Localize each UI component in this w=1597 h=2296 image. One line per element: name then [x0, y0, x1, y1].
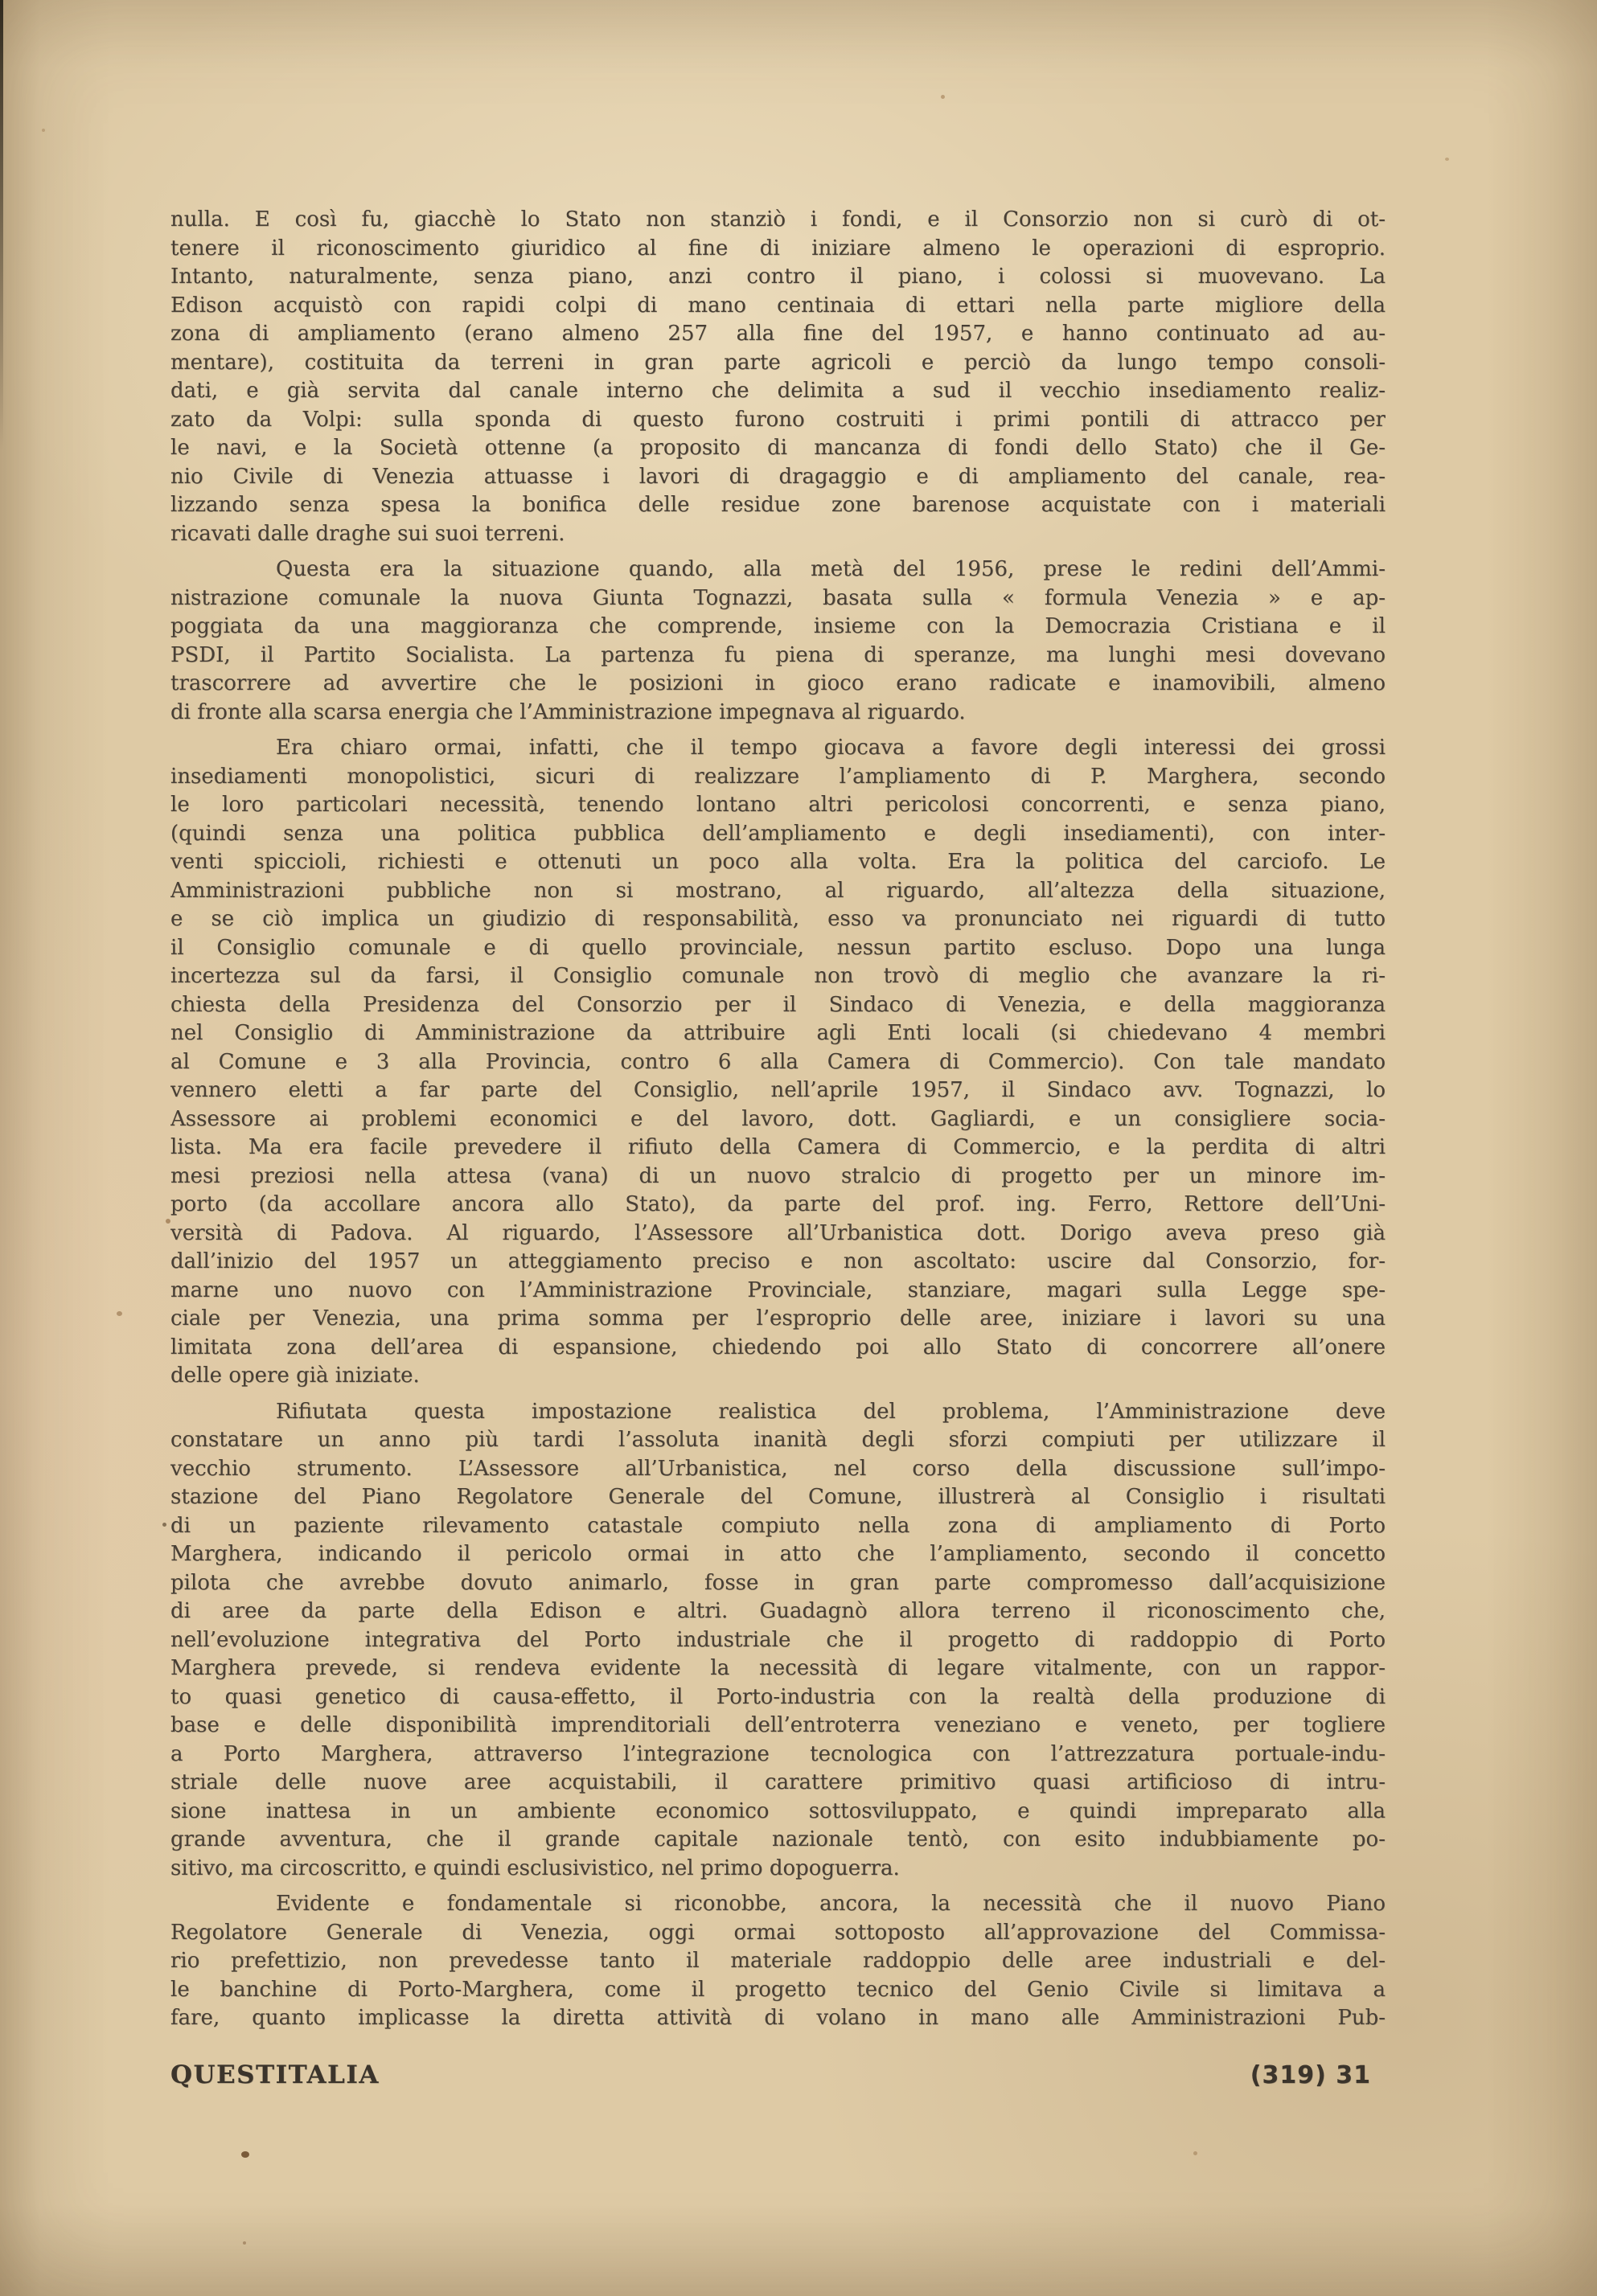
text-line: nio Civile di Venezia attuasse i lavori di dragaggio e di ampliamento del canale, rea- [170, 464, 1386, 489]
text-line: Era chiaro ormai, infatti, che il tempo giocava a favore degli interessi dei grossi [276, 736, 1386, 760]
paragraph [170, 1890, 1386, 2033]
text-line: grande avventura, che il grande capitale nazionale tentò, con esito indubbiamente po- [170, 1827, 1386, 1851]
text-line: dati, e già servita dal canale interno che delimita a sud il vecchio insediamento realiz- [170, 379, 1386, 403]
text-line: incertezza sul da farsi, il Consiglio comunale non trovò di meglio che avanzare la ri- [170, 964, 1386, 988]
text-line: sitivo, ma circoscritto, e quindi esclusivistico, nel primo dopoguerra. [170, 1855, 900, 1880]
text-line: vecchio strumento. L’Assessore all’Urbanistica, nel corso della discussione sull’impo- [170, 1456, 1386, 1481]
text-line: Edison acquistò con rapidi colpi di mano centinaia di ettari nella parte migliore della [170, 293, 1386, 318]
text-line: PSDI, il Partito Socialista. La partenza fu piena di speranze, ma lunghi mesi dovevano [170, 642, 1386, 667]
text-line: fare, quanto implicasse la diretta attività di volano in mano alle Amministrazioni Pub- [170, 2006, 1386, 2030]
paper-speck [1193, 2151, 1197, 2155]
text-line: nulla. E così fu, giacchè lo Stato non stanziò i fondi, e il Consorzio non si curò di ot- [170, 207, 1386, 232]
paper-speck [117, 1311, 122, 1316]
paper-speck [1445, 158, 1449, 161]
page-number: (319) 31 [1250, 2061, 1371, 2089]
text-line: venti spiccioli, richiesti e ottenuti un poco alla volta. Era la politica del carciofo. Le [170, 850, 1386, 874]
text-line: porto (da accollare ancora allo Stato), da parte del prof. ing. Ferro, Rettore dell’Uni- [170, 1192, 1386, 1216]
text-line: Assessore ai problemi economici e del lavoro, dott. Gagliardi, e un consigliere socia- [170, 1106, 1386, 1131]
text-line: di aree da parte della Edison e altri. Guadagnò allora terreno il riconoscimento che, [170, 1599, 1386, 1623]
text-line: tenere il riconoscimento giuridico al fine di iniziare almeno le operazioni di esproprio. [170, 236, 1386, 260]
text-line: chiesta della Presidenza del Consorzio per il Sindaco di Venezia, e della maggioranza [170, 992, 1386, 1017]
text-line: rio prefettizio, non prevedesse tanto il materiale raddoppio delle aree industriali e del- [170, 1949, 1386, 1973]
text-line: di un paziente rilevamento catastale compiuto nella zona di ampliamento di Porto [170, 1513, 1386, 1538]
text-line: nel Consiglio di Amministrazione da attribuire agli Enti locali (si chiedevano 4 membri [170, 1021, 1386, 1045]
text-line: ricavati dalle draghe sui suoi terreni. [170, 521, 565, 546]
text-line: ciale per Venezia, una prima somma per l’esproprio delle aree, iniziare i lavori su una [170, 1306, 1386, 1330]
text-line: dall’inizio del 1957 un atteggiamento preciso e non ascoltato: uscire dal Consorzio, for- [170, 1249, 1386, 1273]
paper-speck [162, 1523, 166, 1527]
text-line: le navi, e la Società ottenne (a proposito di mancanza di fondi dello Stato) che il Ge- [170, 436, 1386, 460]
text-line: lizzando senza spesa la bonifica delle residue zone barenose acquistate con i materiali [170, 493, 1386, 517]
text-line: constatare un anno più tardi l’assoluta inanità degli sforzi compiuti per utilizzare il [170, 1428, 1386, 1452]
text-line: lista. Ma era facile prevedere il rifiuto della Camera di Commercio, e la perdita di altri [170, 1135, 1386, 1159]
text-line: versità di Padova. Al riguardo, l’Assessore all’Urbanistica dott. Dorigo aveva preso già [170, 1220, 1386, 1245]
text-line: e se ciò implica un giudizio di responsabilità, esso va pronunciato nei riguardi di tutto [170, 907, 1386, 931]
text-line: (quindi senza una politica pubblica dell’ampliamento e degli insediamenti), con inter- [170, 821, 1386, 846]
text-line: zato da Volpi: sulla sponda di questo furono costruiti i primi pontili di attracco per [170, 407, 1386, 432]
text-line: Intanto, naturalmente, senza piano, anzi contro il piano, i colossi si muovevano. La [170, 264, 1386, 289]
text-line: base e delle disponibilità imprenditoriali dell’entroterra veneziano e veneto, per togliere [170, 1713, 1386, 1737]
text-line: mentare), costituita da terreni in gran parte agricoli e perciò da lungo tempo consoli- [170, 350, 1386, 375]
text-line: a Porto Marghera, attraverso l’integrazione tecnologica con l’attrezzatura portuale-indu- [170, 1741, 1386, 1766]
text-line: nistrazione comunale la nuova Giunta Tognazzi, basata sulla « formula Venezia » e ap- [170, 585, 1386, 610]
paper-speck [241, 2151, 249, 2158]
text-line: Questa era la situazione quando, alla metà del 1956, prese le redini dell’Ammi- [276, 557, 1386, 581]
text-line: limitata zona dell’area di espansione, chiedendo poi allo Stato di concorrere all’onere [170, 1335, 1386, 1359]
paragraph [170, 1398, 1386, 1884]
text-line: nell’evoluzione integrativa del Porto industriale che il progetto di raddoppio di Porto [170, 1627, 1386, 1652]
paper-speck [42, 129, 45, 132]
text-line: insediamenti monopolistici, sicuri di realizzare l’ampliamento di P. Marghera, secondo [170, 764, 1386, 789]
text-line: vennero eletti a far parte del Consiglio, nell’aprile 1957, il Sindaco avv. Tognazzi, lo [170, 1078, 1386, 1102]
text-line: di fronte alla scarsa energia che l’Amministrazione impegnava al riguardo. [170, 699, 966, 724]
text-line: Marghera prevede, si rendeva evidente la necessità di legare vitalmente, con un rappor- [170, 1656, 1386, 1680]
text-line: trascorrere ad avvertire che le posizioni in gioco erano radicate e inamovibili, almeno [170, 671, 1386, 695]
text-line: pilota che avrebbe dovuto animarlo, fosse in gran parte compromesso dall’acquisizione [170, 1570, 1386, 1595]
text-block [170, 206, 1386, 2033]
text-line: marne uno nuovo con l’Amministrazione Provinciale, stanziare, magari sulla Legge spe- [170, 1277, 1386, 1302]
page-footer [170, 2060, 1386, 2089]
text-line: zona di ampliamento (erano almeno 257 alla fine del 1957, e hanno continuato ad au- [170, 322, 1386, 346]
text-line: Rifiutata questa impostazione realistica del problema, l’Amministrazione deve [276, 1399, 1386, 1424]
text-line: striale delle nuove aree acquistabili, il carattere primitivo quasi artificioso di intru- [170, 1770, 1386, 1794]
scan-edge-shadow [0, 0, 3, 450]
text-line: le banchine di Porto-Marghera, come il progetto tecnico del Genio Civile si limitava a [170, 1977, 1386, 2002]
paper-speck [243, 2241, 246, 2245]
journal-title: QUESTITALIA [170, 2060, 380, 2089]
text-line: Marghera, indicando il pericolo ormai in atto che l’ampliamento, secondo il concetto [170, 1542, 1386, 1566]
text-line: delle opere già iniziate. [170, 1363, 420, 1388]
text-line: sione inattesa in un ambiente economico sottosviluppato, e quindi impreparato alla [170, 1798, 1386, 1823]
text-line: stazione del Piano Regolatore Generale del Comune, illustrerà al Consiglio i risultati [170, 1485, 1386, 1509]
text-line: Regolatore Generale di Venezia, oggi ormai sottoposto all’approvazione del Commissa- [170, 1920, 1386, 1945]
paragraph [170, 556, 1386, 727]
paragraph [170, 734, 1386, 1391]
text-line: le loro particolari necessità, tenendo lontano altri pericolosi concorrenti, e senza piano, [170, 793, 1386, 817]
text-line: Amministrazioni pubbliche non si mostrano, al riguardo, all’altezza della situazione, [170, 878, 1386, 903]
text-line: Evidente e fondamentale si riconobbe, ancora, la necessità che il nuovo Piano [276, 1892, 1386, 1916]
text-line: mesi preziosi nella attesa (vana) di un nuovo stralcio di progetto per un minore im- [170, 1163, 1386, 1188]
text-line: al Comune e 3 alla Provincia, contro 6 alla Camera di Commercio). Con tale mandato [170, 1049, 1386, 1074]
text-line: to quasi genetico di causa-effetto, il Porto-industria con la realtà della produzione di [170, 1684, 1386, 1709]
paper-speck [941, 95, 945, 99]
text-line: poggiata da una maggioranza che comprende, insieme con la Democrazia Cristiana e il [170, 614, 1386, 638]
text-line: il Consiglio comunale e di quello provinciale, nessun partito escluso. Dopo una lunga [170, 935, 1386, 960]
paragraph [170, 206, 1386, 548]
